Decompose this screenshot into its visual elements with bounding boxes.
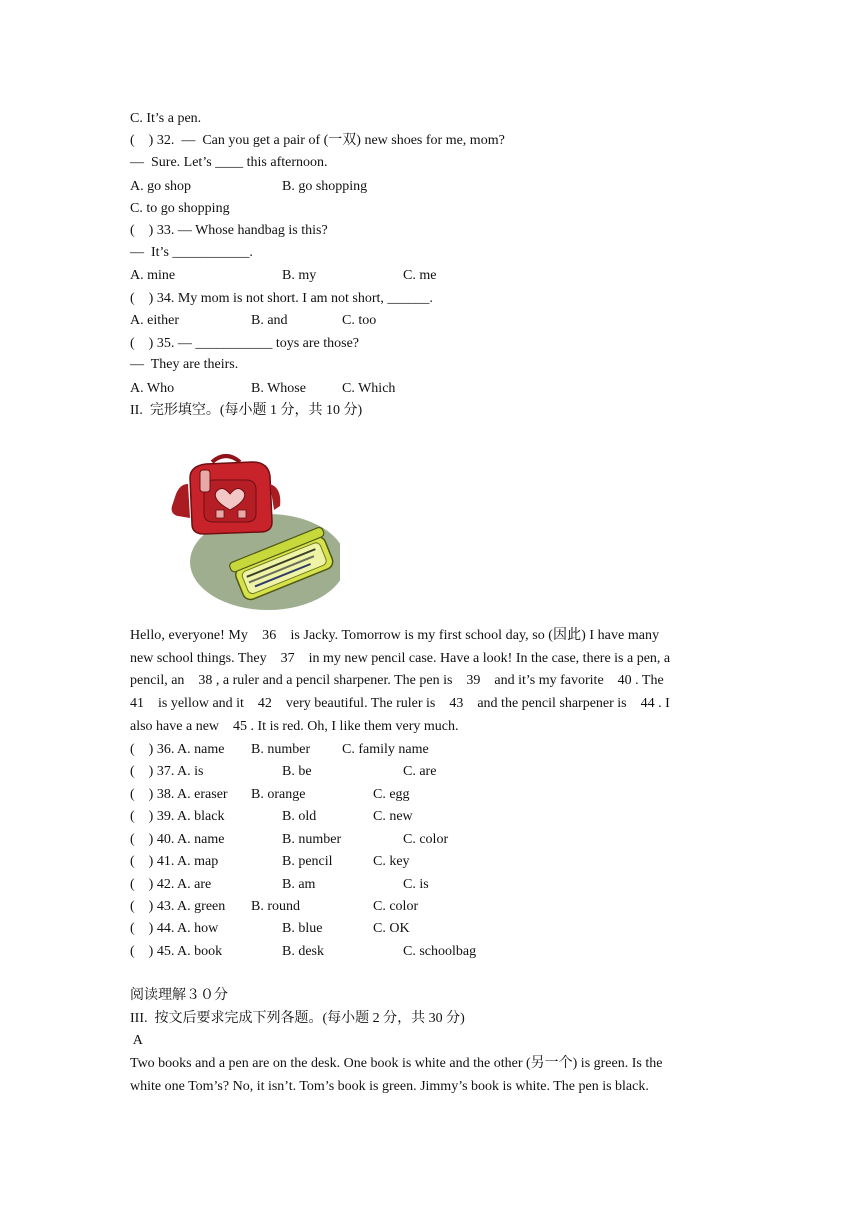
cloze-q41-c: C. key (373, 854, 410, 869)
cloze-q40-c: C. color (403, 832, 449, 847)
q35-option-b: B. Whose (251, 381, 306, 396)
reading-section-title: 阅读理解３０分 (130, 988, 228, 1003)
cloze-passage-line-3: pencil, an 38 , a ruler and a pencil sharpener. The pen is 39 and it’s my favorite 40 . The (130, 673, 664, 688)
q34-option-b: B. and (251, 313, 288, 328)
cloze-q38: ( ) 38. A. eraser (130, 787, 228, 802)
cloze-q37-b: B. be (282, 764, 312, 779)
cloze-q36: ( ) 36. A. name (130, 742, 225, 757)
cloze-q43-b: B. round (251, 899, 300, 914)
q34-stem: ( ) 34. My mom is not short. I am not short, ______. (130, 291, 433, 306)
cloze-q38-c: C. egg (373, 787, 410, 802)
cloze-q41: ( ) 41. A. map (130, 854, 219, 869)
cloze-q42: ( ) 42. A. are (130, 877, 212, 892)
cloze-q39: ( ) 39. A. black (130, 809, 225, 824)
reading-passage-line-1: Two books and a pen are on the desk. One book is white and the other (另一个) is green. Is the (130, 1056, 663, 1071)
cloze-q45: ( ) 45. A. book (130, 944, 223, 959)
q33-stem: ( ) 33. — Whose handbag is this? (130, 223, 328, 238)
q34-option-a: A. either (130, 313, 179, 328)
cloze-q44-b: B. blue (282, 921, 323, 936)
cloze-q37: ( ) 37. A. is (130, 764, 204, 779)
cloze-q40: ( ) 40. A. name (130, 832, 225, 847)
q32-option-c: C. to go shopping (130, 201, 230, 216)
cloze-q44: ( ) 44. A. how (130, 921, 219, 936)
cloze-passage-line-1: Hello, everyone! My 36 is Jacky. Tomorrow is my first school day, so (因此) I have many (130, 628, 660, 643)
cloze-q36-b: B. number (251, 742, 311, 757)
cloze-q43: ( ) 43. A. green (130, 899, 226, 914)
schoolbag-pencilcase-illustration (160, 444, 340, 616)
cloze-q40-b: B. number (282, 832, 342, 847)
q35-reply: — They are theirs. (130, 357, 239, 372)
q32-option-b: B. go shopping (282, 179, 368, 194)
cloze-heading: II. 完形填空。(每小题 1 分，共 10 分) (130, 403, 363, 418)
reading-heading: III. 按文后要求完成下列各题。(每小题 2 分，共 30 分) (130, 1011, 465, 1026)
q35-option-a: A. Who (130, 381, 175, 396)
cloze-q45-c: C. schoolbag (403, 944, 477, 959)
q32-reply: — Sure. Let’s ____ this afternoon. (130, 155, 328, 170)
cloze-q39-c: C. new (373, 809, 413, 824)
q31-option-c: C. It’s a pen. (130, 111, 202, 126)
cloze-q36-c: C. family name (342, 742, 429, 757)
q33-reply: — It’s ___________. (130, 245, 253, 260)
q33-option-b: B. my (282, 268, 317, 283)
cloze-passage-line-2: new school things. They 37 in my new pencil case. Have a look! In the case, there is a pen, a (130, 651, 671, 666)
reading-passage-line-2: white one Tom’s? No, it isn’t. Tom’s book is green. Jimmy’s book is white. The pen is black. (130, 1079, 649, 1094)
cloze-q43-c: C. color (373, 899, 419, 914)
cloze-q42-c: C. is (403, 877, 429, 892)
cloze-q41-b: B. pencil (282, 854, 333, 869)
cloze-q45-b: B. desk (282, 944, 324, 959)
q32-stem: ( ) 32. — Can you get a pair of (一双) new shoes for me, mom? (130, 133, 505, 148)
cloze-q38-b: B. orange (251, 787, 306, 802)
q35-option-c: C. Which (342, 381, 396, 396)
q32-option-a: A. go shop (130, 179, 192, 194)
cloze-q37-c: C. are (403, 764, 437, 779)
cloze-passage-line-5: also have a new 45 . It is red. Oh, I like them very much. (130, 719, 459, 734)
cloze-passage-line-4: 41 is yellow and it 42 very beautiful. The ruler is 43 and the pencil sharpener is 44 . I (130, 696, 670, 711)
q33-option-c: C. me (403, 268, 437, 283)
reading-label-a: A (130, 1033, 143, 1048)
q34-option-c: C. too (342, 313, 377, 328)
cloze-q39-b: B. old (282, 809, 317, 824)
schoolbag-icon (172, 456, 281, 534)
cloze-q42-b: B. am (282, 877, 316, 892)
q35-stem: ( ) 35. — ___________ toys are those? (130, 336, 360, 351)
cloze-q44-c: C. OK (373, 921, 410, 936)
q33-option-a: A. mine (130, 268, 176, 283)
